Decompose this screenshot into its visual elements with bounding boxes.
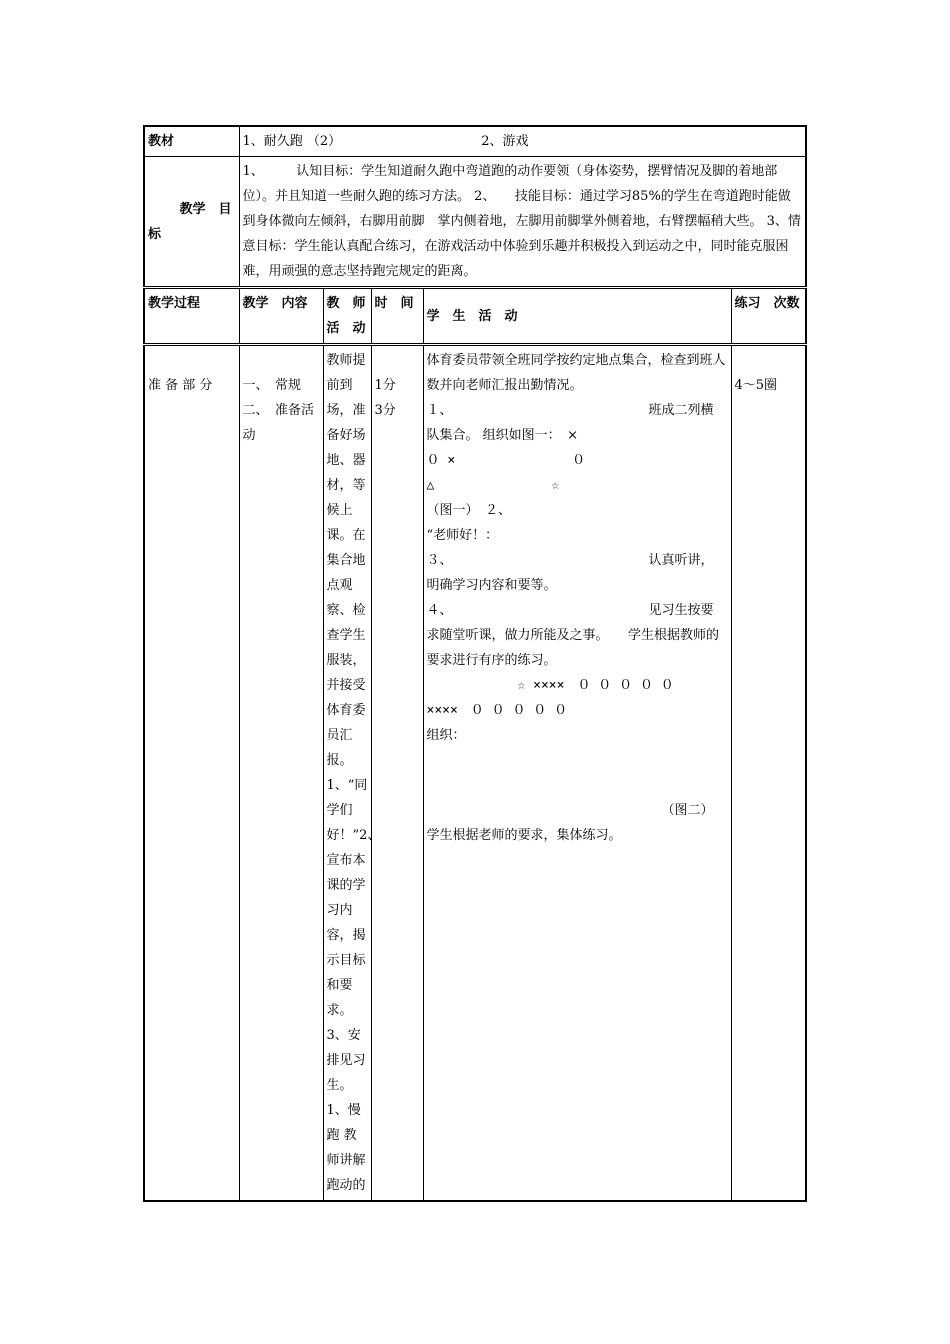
goals-label-line1: 教学 目 [179, 201, 232, 217]
student-p12: （图二） [661, 803, 714, 818]
goals-row [144, 157, 806, 288]
header-count: 练习 次数 [731, 288, 806, 345]
student-p8c: 求随堂听课，做力所能及之事。 学生根据教师的要求进行有序的练习。 [426, 628, 720, 668]
student-p6: “老师好！： [426, 528, 499, 543]
student-p11: 组织： [426, 728, 466, 743]
student-diagram-2-row2: ×××× ０ ０ ０ ０ ０ [426, 703, 568, 718]
student-p2-num: １、 [426, 403, 453, 418]
student-p8-num: ４、 [426, 603, 453, 618]
diagram-2-space [427, 748, 728, 798]
prep-row [144, 345, 806, 1202]
student-p2-right: 班成二列横 [648, 403, 714, 418]
material-row [144, 126, 806, 157]
header-row [144, 288, 806, 345]
material-content [239, 126, 806, 157]
student-p8-right: 见习生按要 [648, 603, 714, 618]
material-label: 教材 [144, 126, 239, 157]
lesson-plan-page [143, 125, 805, 1202]
content-item-1: 一、 常规 [242, 378, 302, 393]
process-cell: 准 备 部 分 [144, 345, 239, 1202]
header-time: 时 间 [371, 288, 423, 345]
student-p7-right: 认真听讲， [648, 553, 714, 568]
goals-label-line2: 标 [148, 226, 162, 242]
header-process: 教学过程 [144, 288, 239, 345]
content-cell [239, 345, 323, 1202]
header-content: 教学 内容 [239, 288, 323, 345]
count-cell: 4～5圈 [731, 345, 806, 1202]
teacher-activity-cell: 教师提前到场，准备好场地、器材，等候上课。在集合地点观察、检查学生服装，并接受体育委员汇报。1、“同学们好！”2、宣布本课的学习内容，揭示目标和要求。3、安排见习生。1、慢跑 教师讲解跑动的 [323, 345, 371, 1202]
student-p1: 体育委员带领全班同学按约定地点集合，检查到班人数并向老师汇报出勤情况。 [426, 353, 726, 393]
goals-label [144, 157, 239, 288]
student-diagram-1-row2: △ ☆ [426, 478, 560, 493]
student-p13: 学生根据老师的要求，集体练习。 [426, 828, 622, 843]
student-diagram-2-row1: ☆ ×××× ０ ０ ０ ０ ０ [426, 678, 674, 693]
time-cell [371, 345, 423, 1202]
time-1: 1分 [374, 378, 396, 393]
student-activity-cell [423, 345, 731, 1202]
student-p7-num: ３、 [426, 553, 453, 568]
material-item-1: 1、耐久跑 （2） [242, 134, 342, 149]
content-item-2: 二、 准备活动 [242, 403, 315, 443]
header-teacher: 教 师活 动 [323, 288, 371, 345]
student-p7c: 明确学习内容和要等。 [426, 578, 557, 593]
student-p2c: 队集合。 组织如图一： × [426, 428, 579, 443]
student-p8 [427, 598, 728, 623]
student-p7 [427, 548, 728, 573]
material-item-2: 2、游戏 [481, 134, 529, 149]
student-diagram-1-row1: ０ × ０ [426, 453, 586, 468]
goals-text: 1、 认知目标：学生知道耐久跑中弯道跑的动作要领（身体姿势，摆臂情况及脚的着地部位）。并且知道一些耐久跑的练习方法。 2、 技能目标：通过学习85%的学生在弯道跑时能做到身体微向左倾斜，右脚用前脚 掌内侧着地，左脚用前脚掌外侧着地，右臂摆幅稍大些。 3、情意目标：学生能认真配合练习，在游戏活动中体验到乐趣并积极投入到运动之中，同时能克服困难，用顽强的意志坚持跑完规定的距离。 [239, 157, 806, 288]
lesson-plan-table [143, 125, 807, 1202]
student-p2 [427, 398, 728, 423]
student-p5: （图一） ２、 [426, 503, 512, 518]
time-2: 3分 [374, 403, 396, 418]
header-student: 学 生 活 动 [423, 288, 731, 345]
